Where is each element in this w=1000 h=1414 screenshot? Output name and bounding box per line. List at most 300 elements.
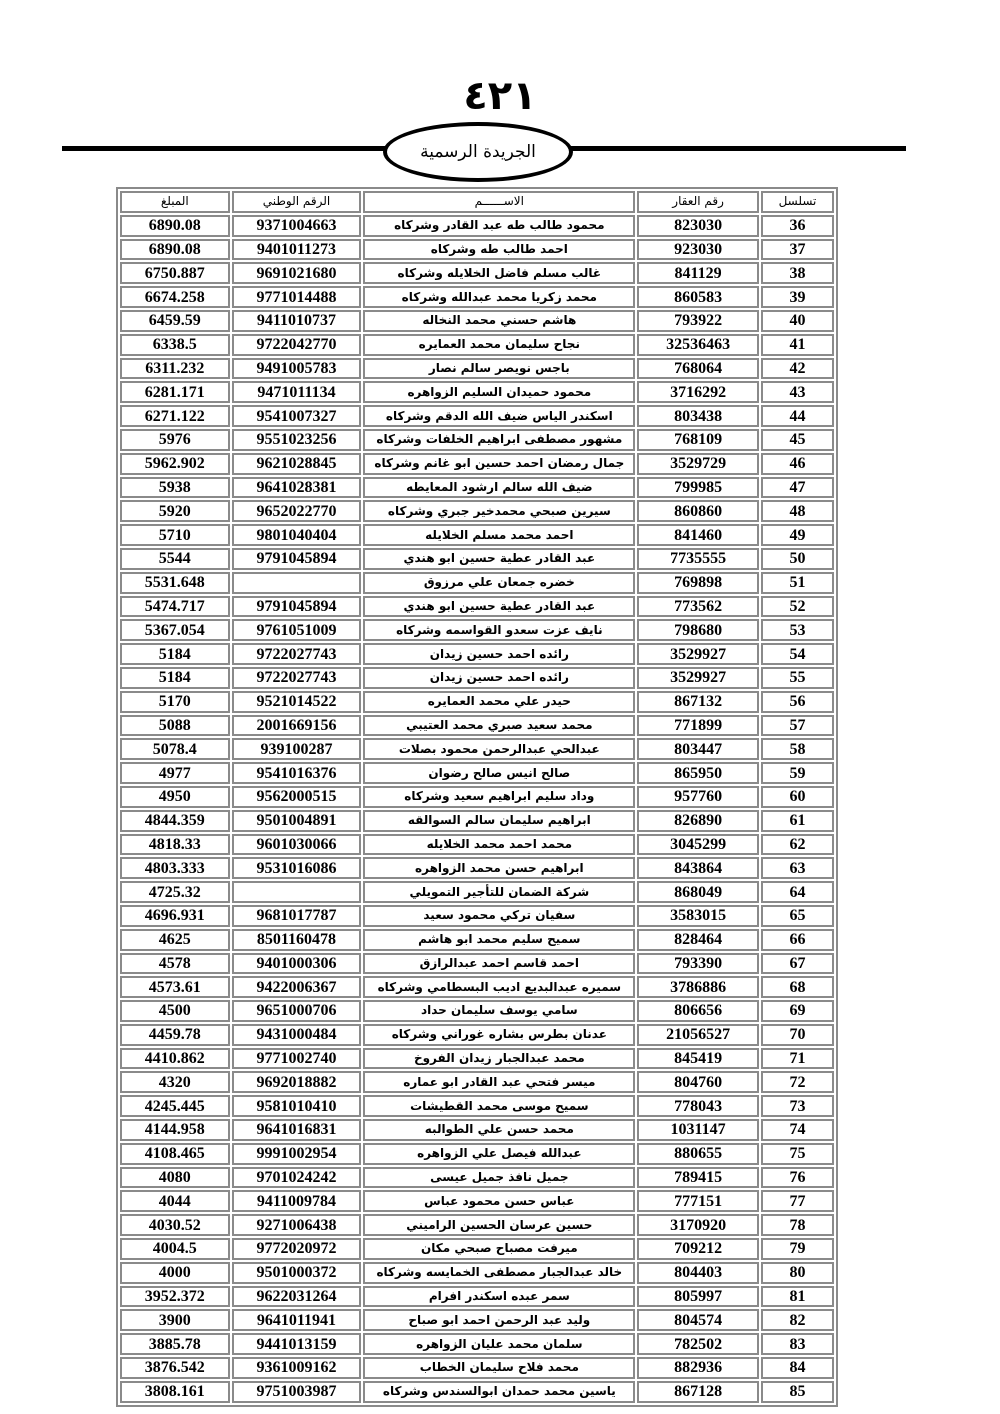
cell-amount: 4578 — [120, 953, 230, 975]
cell-national-id: 2001669156 — [232, 715, 362, 737]
cell-amount: 4573.61 — [120, 976, 230, 998]
table-row — [120, 1357, 834, 1379]
table-row — [120, 500, 834, 522]
table-row — [120, 262, 834, 284]
cell-property-no: 804403 — [637, 1262, 759, 1284]
column-header-serial: تسلسل — [761, 191, 834, 213]
cell-amount: 6890.08 — [120, 215, 230, 237]
cell-name: رائده احمد حسين زيدان — [363, 643, 635, 665]
cell-national-id: 9411010737 — [232, 310, 362, 332]
table-row — [120, 953, 834, 975]
cell-amount: 4245.445 — [120, 1095, 230, 1117]
cell-name: سميره عبدالبديع اديب البسطامي وشركاه — [363, 976, 635, 998]
cell-serial: 44 — [761, 405, 834, 427]
cell-national-id: 9422006367 — [232, 976, 362, 998]
cell-amount: 3808.161 — [120, 1381, 230, 1403]
cell-national-id: 9361009162 — [232, 1357, 362, 1379]
table-row — [120, 667, 834, 689]
cell-amount: 5962.902 — [120, 453, 230, 475]
cell-property-no: 3529927 — [637, 643, 759, 665]
cell-name: سفيان تركي محمود سعيد — [363, 905, 635, 927]
cell-property-no: 860860 — [637, 500, 759, 522]
cell-serial: 59 — [761, 762, 834, 784]
cell-property-no: 777151 — [637, 1190, 759, 1212]
cell-name: خالد عبدالجبار مصطفى الخمايسه وشركاه — [363, 1262, 635, 1284]
cell-amount: 4844.359 — [120, 810, 230, 832]
cell-name: حيدر علي محمد العمايره — [363, 691, 635, 713]
cell-property-no: 868049 — [637, 881, 759, 903]
cell-national-id: 9691021680 — [232, 262, 362, 284]
table-row — [120, 881, 834, 903]
cell-amount: 4000 — [120, 1262, 230, 1284]
cell-national-id: 939100287 — [232, 738, 362, 760]
cell-property-no: 3045299 — [637, 834, 759, 856]
cell-national-id: 9621028845 — [232, 453, 362, 475]
cell-serial: 43 — [761, 381, 834, 403]
cell-serial: 80 — [761, 1262, 834, 1284]
cell-serial: 81 — [761, 1286, 834, 1308]
table-row — [120, 1286, 834, 1308]
table-row — [120, 310, 834, 332]
table-row — [120, 286, 834, 308]
cell-amount: 4977 — [120, 762, 230, 784]
cell-amount: 6890.08 — [120, 239, 230, 261]
cell-national-id: 9771014488 — [232, 286, 362, 308]
cell-name: عبدالله فيصل علي الزواهره — [363, 1143, 635, 1165]
cell-national-id: 9801040404 — [232, 524, 362, 546]
cell-amount: 6271.122 — [120, 405, 230, 427]
cell-property-no: 778043 — [637, 1095, 759, 1117]
cell-amount: 4696.931 — [120, 905, 230, 927]
cell-amount: 4144.958 — [120, 1119, 230, 1141]
table-row — [120, 1214, 834, 1236]
cell-national-id: 9722027743 — [232, 643, 362, 665]
cell-amount: 6459.59 — [120, 310, 230, 332]
cell-national-id: 9991002954 — [232, 1143, 362, 1165]
cell-name: ميرفت مصباح صبحي مكان — [363, 1238, 635, 1260]
cell-serial: 79 — [761, 1238, 834, 1260]
cell-national-id: 9501004891 — [232, 810, 362, 832]
cell-amount: 4044 — [120, 1190, 230, 1212]
cell-name: مشهور مصطفى ابراهيم الخلفات وشركاه — [363, 429, 635, 451]
table-row — [120, 381, 834, 403]
cell-national-id: 9651000706 — [232, 1000, 362, 1022]
cell-property-no: 3529927 — [637, 667, 759, 689]
cell-name: هاشم حسني محمد النخاله — [363, 310, 635, 332]
cell-serial: 76 — [761, 1167, 834, 1189]
table-row — [120, 691, 834, 713]
cell-property-no: 3170920 — [637, 1214, 759, 1236]
cell-name: سميح سليم محمد ابو هاشم — [363, 929, 635, 951]
cell-name: نايف عزت سعدو القواسمه وشركاه — [363, 619, 635, 641]
cell-national-id: 9701024242 — [232, 1167, 362, 1189]
cell-national-id: 9641016831 — [232, 1119, 362, 1141]
cell-national-id: 9652022770 — [232, 500, 362, 522]
cell-serial: 65 — [761, 905, 834, 927]
cell-serial: 66 — [761, 929, 834, 951]
cell-property-no: 804574 — [637, 1309, 759, 1331]
cell-serial: 61 — [761, 810, 834, 832]
table-row — [120, 1262, 834, 1284]
cell-name: سيرين صبحي محمدخير جبري وشركاه — [363, 500, 635, 522]
cell-name: باجس نويصر سالم نصار — [363, 358, 635, 380]
cell-national-id: 9751003987 — [232, 1381, 362, 1403]
cell-amount: 5088 — [120, 715, 230, 737]
cell-name: اسكندر الياس ضيف الله الدقم وشركاه — [363, 405, 635, 427]
cell-name: جمال رمضان احمد حسين ابو غانم وشركاه — [363, 453, 635, 475]
cell-national-id: 9581010410 — [232, 1095, 362, 1117]
cell-national-id — [232, 572, 362, 594]
cell-property-no: 771899 — [637, 715, 759, 737]
table-row — [120, 334, 834, 356]
cell-property-no: 803438 — [637, 405, 759, 427]
cell-property-no: 799985 — [637, 477, 759, 499]
cell-property-no: 865950 — [637, 762, 759, 784]
cell-national-id: 9772020972 — [232, 1238, 362, 1260]
cell-serial: 68 — [761, 976, 834, 998]
cell-serial: 83 — [761, 1333, 834, 1355]
column-header-name: الاســــــم — [363, 191, 635, 213]
cell-property-no: 923030 — [637, 239, 759, 261]
cell-property-no: 805997 — [637, 1286, 759, 1308]
cell-property-no: 793922 — [637, 310, 759, 332]
cell-property-no: 823030 — [637, 215, 759, 237]
table-row — [120, 1309, 834, 1331]
cell-national-id: 9791045894 — [232, 548, 362, 570]
cell-name: محمود حميدان السليم الزواهره — [363, 381, 635, 403]
publication-title: الجريدة الرسمية — [420, 142, 536, 162]
cell-serial: 46 — [761, 453, 834, 475]
cell-property-no: 3529729 — [637, 453, 759, 475]
cell-serial: 53 — [761, 619, 834, 641]
cell-name: عدنان بطرس بشاره غوراني وشركاه — [363, 1024, 635, 1046]
cell-name: عبدالحي عبدالرحمن محمود بصلات — [363, 738, 635, 760]
cell-serial: 63 — [761, 857, 834, 879]
cell-serial: 58 — [761, 738, 834, 760]
table-row — [120, 1167, 834, 1189]
cell-national-id: 9411009784 — [232, 1190, 362, 1212]
cell-property-no: 773562 — [637, 596, 759, 618]
table-row — [120, 786, 834, 808]
cell-name: سمر عبده اسكندر افرام — [363, 1286, 635, 1308]
cell-national-id: 9761051009 — [232, 619, 362, 641]
cell-property-no: 841460 — [637, 524, 759, 546]
cell-serial: 41 — [761, 334, 834, 356]
cell-name: احمد محمد مسلم الخلايله — [363, 524, 635, 546]
column-header-property-no: رقم العقار — [637, 191, 759, 213]
cell-national-id: 9491005783 — [232, 358, 362, 380]
cell-name: عبد القادر عطية حسين ابو هندي — [363, 548, 635, 570]
table-row — [120, 1143, 834, 1165]
cell-property-no: 867128 — [637, 1381, 759, 1403]
header-rule-right — [570, 146, 906, 151]
cell-property-no: 804760 — [637, 1071, 759, 1093]
cell-amount: 5710 — [120, 524, 230, 546]
cell-property-no: 841129 — [637, 262, 759, 284]
cell-national-id: 9692018882 — [232, 1071, 362, 1093]
cell-serial: 54 — [761, 643, 834, 665]
cell-amount: 5170 — [120, 691, 230, 713]
table-row — [120, 1190, 834, 1212]
cell-national-id: 9501000372 — [232, 1262, 362, 1284]
cell-serial: 52 — [761, 596, 834, 618]
cell-name: نجاح سليمان محمد العمايره — [363, 334, 635, 356]
cell-property-no: 867132 — [637, 691, 759, 713]
cell-serial: 60 — [761, 786, 834, 808]
cell-name: ابراهيم سليمان سالم السوالقه — [363, 810, 635, 832]
cell-national-id: 8501160478 — [232, 929, 362, 951]
cell-property-no: 882936 — [637, 1357, 759, 1379]
cell-national-id: 9641011941 — [232, 1309, 362, 1331]
cell-national-id — [232, 881, 362, 903]
cell-amount: 4625 — [120, 929, 230, 951]
table-row — [120, 762, 834, 784]
cell-property-no: 3716292 — [637, 381, 759, 403]
cell-serial: 70 — [761, 1024, 834, 1046]
cell-name: ميسر فتحي عبد القادر ابو عماره — [363, 1071, 635, 1093]
cell-serial: 49 — [761, 524, 834, 546]
table-row — [120, 1000, 834, 1022]
table-body — [120, 215, 834, 1403]
cell-serial: 62 — [761, 834, 834, 856]
cell-serial: 40 — [761, 310, 834, 332]
cell-property-no: 826890 — [637, 810, 759, 832]
cell-serial: 38 — [761, 262, 834, 284]
cell-national-id: 9722042770 — [232, 334, 362, 356]
cell-property-no: 880655 — [637, 1143, 759, 1165]
cell-property-no: 21056527 — [637, 1024, 759, 1046]
cell-amount: 6281.171 — [120, 381, 230, 403]
cell-amount: 3876.542 — [120, 1357, 230, 1379]
cell-amount: 4004.5 — [120, 1238, 230, 1260]
cell-name: محمد سعيد صبري محمد العتيبي — [363, 715, 635, 737]
cell-property-no: 709212 — [637, 1238, 759, 1260]
page-number: ٤٢١ — [463, 73, 537, 119]
cell-name: حسين عرسان الحسين الراميني — [363, 1214, 635, 1236]
cell-amount: 5920 — [120, 500, 230, 522]
cell-amount: 3885.78 — [120, 1333, 230, 1355]
cell-amount: 4725.32 — [120, 881, 230, 903]
cell-national-id: 9401011273 — [232, 239, 362, 261]
cell-property-no: 957760 — [637, 786, 759, 808]
cell-serial: 48 — [761, 500, 834, 522]
cell-name: ضيف الله سالم ارشود المعايطه — [363, 477, 635, 499]
cell-property-no: 768064 — [637, 358, 759, 380]
cell-name: احمد طالب طه وشركاه — [363, 239, 635, 261]
cell-amount: 4950 — [120, 786, 230, 808]
cell-national-id: 9541016376 — [232, 762, 362, 784]
cell-amount: 6674.258 — [120, 286, 230, 308]
cell-name: خضره جمعان علي مرزوق — [363, 572, 635, 594]
cell-name: جميل نافذ جميل عيسى — [363, 1167, 635, 1189]
cell-amount: 4080 — [120, 1167, 230, 1189]
table-row — [120, 619, 834, 641]
cell-serial: 75 — [761, 1143, 834, 1165]
cell-serial: 45 — [761, 429, 834, 451]
cell-name: عباس حسن محمود عباس — [363, 1190, 635, 1212]
table-row — [120, 524, 834, 546]
cell-name: رائده احمد حسين زيدان — [363, 667, 635, 689]
cell-amount: 5531.648 — [120, 572, 230, 594]
cell-amount: 6338.5 — [120, 334, 230, 356]
cell-property-no: 828464 — [637, 929, 759, 951]
cell-national-id: 9681017787 — [232, 905, 362, 927]
cell-serial: 50 — [761, 548, 834, 570]
cell-name: وداد سليم ابراهيم سعيد وشركاه — [363, 786, 635, 808]
cell-national-id: 9641028381 — [232, 477, 362, 499]
cell-serial: 56 — [761, 691, 834, 713]
cell-name: محمود طالب طه عبد القادر وشركاه — [363, 215, 635, 237]
cell-amount: 5184 — [120, 667, 230, 689]
cell-serial: 39 — [761, 286, 834, 308]
table-row — [120, 1333, 834, 1355]
table-row — [120, 1119, 834, 1141]
cell-national-id: 9271006438 — [232, 1214, 362, 1236]
cell-name: محمد احمد محمد الخلايله — [363, 834, 635, 856]
table-row — [120, 1071, 834, 1093]
cell-property-no: 803447 — [637, 738, 759, 760]
cell-name: شركة الضمان للتأجير التمويلي — [363, 881, 635, 903]
cell-name: صالح انيس صالح رضوان — [363, 762, 635, 784]
cell-national-id: 9371004663 — [232, 215, 362, 237]
table-row — [120, 905, 834, 927]
cell-serial: 72 — [761, 1071, 834, 1093]
table-row — [120, 405, 834, 427]
table-row — [120, 643, 834, 665]
cell-property-no: 860583 — [637, 286, 759, 308]
table-row — [120, 976, 834, 998]
cell-amount: 4818.33 — [120, 834, 230, 856]
cell-name: عبد القادر عطية حسين ابو هندي — [363, 596, 635, 618]
cell-serial: 42 — [761, 358, 834, 380]
cell-national-id: 9622031264 — [232, 1286, 362, 1308]
cell-national-id: 9531016086 — [232, 857, 362, 879]
cell-name: احمد قاسم احمد عبدالرازق — [363, 953, 635, 975]
cell-amount: 5474.717 — [120, 596, 230, 618]
cell-national-id: 9541007327 — [232, 405, 362, 427]
cell-property-no: 793390 — [637, 953, 759, 975]
cell-serial: 82 — [761, 1309, 834, 1331]
table-row — [120, 738, 834, 760]
cell-serial: 85 — [761, 1381, 834, 1403]
cell-amount: 3952.372 — [120, 1286, 230, 1308]
cell-name: سميح موسى محمد القطيشات — [363, 1095, 635, 1117]
table-header-row — [120, 191, 834, 213]
cell-amount: 5184 — [120, 643, 230, 665]
cell-amount: 4410.862 — [120, 1048, 230, 1070]
cell-amount: 5938 — [120, 477, 230, 499]
cell-serial: 51 — [761, 572, 834, 594]
cell-serial: 57 — [761, 715, 834, 737]
table-row — [120, 548, 834, 570]
table-row — [120, 239, 834, 261]
cell-property-no: 806656 — [637, 1000, 759, 1022]
table-row — [120, 358, 834, 380]
column-header-amount: المبلغ — [120, 191, 230, 213]
cell-amount: 5367.054 — [120, 619, 230, 641]
cell-national-id: 9401000306 — [232, 953, 362, 975]
cell-amount: 3900 — [120, 1309, 230, 1331]
cell-property-no: 3786886 — [637, 976, 759, 998]
cell-property-no: 7735555 — [637, 548, 759, 570]
table-row — [120, 810, 834, 832]
cell-national-id: 9521014522 — [232, 691, 362, 713]
cell-amount: 4500 — [120, 1000, 230, 1022]
cell-national-id: 9471011134 — [232, 381, 362, 403]
table-row — [120, 215, 834, 237]
header-rule-left — [62, 146, 386, 151]
cell-name: محمد فلاح سليمان الخطاب — [363, 1357, 635, 1379]
table-row — [120, 1095, 834, 1117]
table-row — [120, 596, 834, 618]
cell-property-no: 32536463 — [637, 334, 759, 356]
table-row — [120, 715, 834, 737]
table-row — [120, 1024, 834, 1046]
cell-serial: 67 — [761, 953, 834, 975]
table-row — [120, 477, 834, 499]
cell-serial: 64 — [761, 881, 834, 903]
cell-amount: 6750.887 — [120, 262, 230, 284]
cell-national-id: 9791045894 — [232, 596, 362, 618]
cell-property-no: 1031147 — [637, 1119, 759, 1141]
cell-name: وليد عبد الرحمن احمد ابو صباح — [363, 1309, 635, 1331]
cell-serial: 55 — [761, 667, 834, 689]
cell-name: ياسين محمد حمدان ابوالسندس وشركاه — [363, 1381, 635, 1403]
table-row — [120, 1048, 834, 1070]
cell-name: سامي يوسف سليمان حداد — [363, 1000, 635, 1022]
cell-property-no: 798680 — [637, 619, 759, 641]
cell-name: محمد حسن علي الطوالبه — [363, 1119, 635, 1141]
table-row — [120, 834, 834, 856]
cell-property-no: 843864 — [637, 857, 759, 879]
property-ledger-table — [116, 187, 838, 1407]
cell-serial: 47 — [761, 477, 834, 499]
cell-name: محمد زكريا محمد عبدالله وشركاه — [363, 286, 635, 308]
cell-amount: 4320 — [120, 1071, 230, 1093]
table-row — [120, 1238, 834, 1260]
cell-property-no: 769898 — [637, 572, 759, 594]
cell-national-id: 9431000484 — [232, 1024, 362, 1046]
table-row — [120, 572, 834, 594]
cell-serial: 78 — [761, 1214, 834, 1236]
publication-badge — [383, 122, 573, 182]
table-row — [120, 453, 834, 475]
cell-national-id: 9601030066 — [232, 834, 362, 856]
cell-name: محمد عبدالجبار زيدان الفروخ — [363, 1048, 635, 1070]
cell-amount: 5078.4 — [120, 738, 230, 760]
cell-serial: 77 — [761, 1190, 834, 1212]
cell-national-id: 9441013159 — [232, 1333, 362, 1355]
cell-serial: 37 — [761, 239, 834, 261]
cell-amount: 5976 — [120, 429, 230, 451]
cell-name: غالب مسلم فاضل الخلايله وشركاه — [363, 262, 635, 284]
cell-serial: 73 — [761, 1095, 834, 1117]
table-row — [120, 929, 834, 951]
table-row — [120, 857, 834, 879]
cell-name: سلمان محمد عليان الزواهره — [363, 1333, 635, 1355]
cell-serial: 71 — [761, 1048, 834, 1070]
cell-serial: 69 — [761, 1000, 834, 1022]
cell-property-no: 845419 — [637, 1048, 759, 1070]
cell-property-no: 3583015 — [637, 905, 759, 927]
column-header-national-id: الرقم الوطني — [232, 191, 362, 213]
cell-amount: 4108.465 — [120, 1143, 230, 1165]
cell-national-id: 9771002740 — [232, 1048, 362, 1070]
cell-national-id: 9562000515 — [232, 786, 362, 808]
table-row — [120, 1381, 834, 1403]
cell-serial: 74 — [761, 1119, 834, 1141]
cell-property-no: 768109 — [637, 429, 759, 451]
